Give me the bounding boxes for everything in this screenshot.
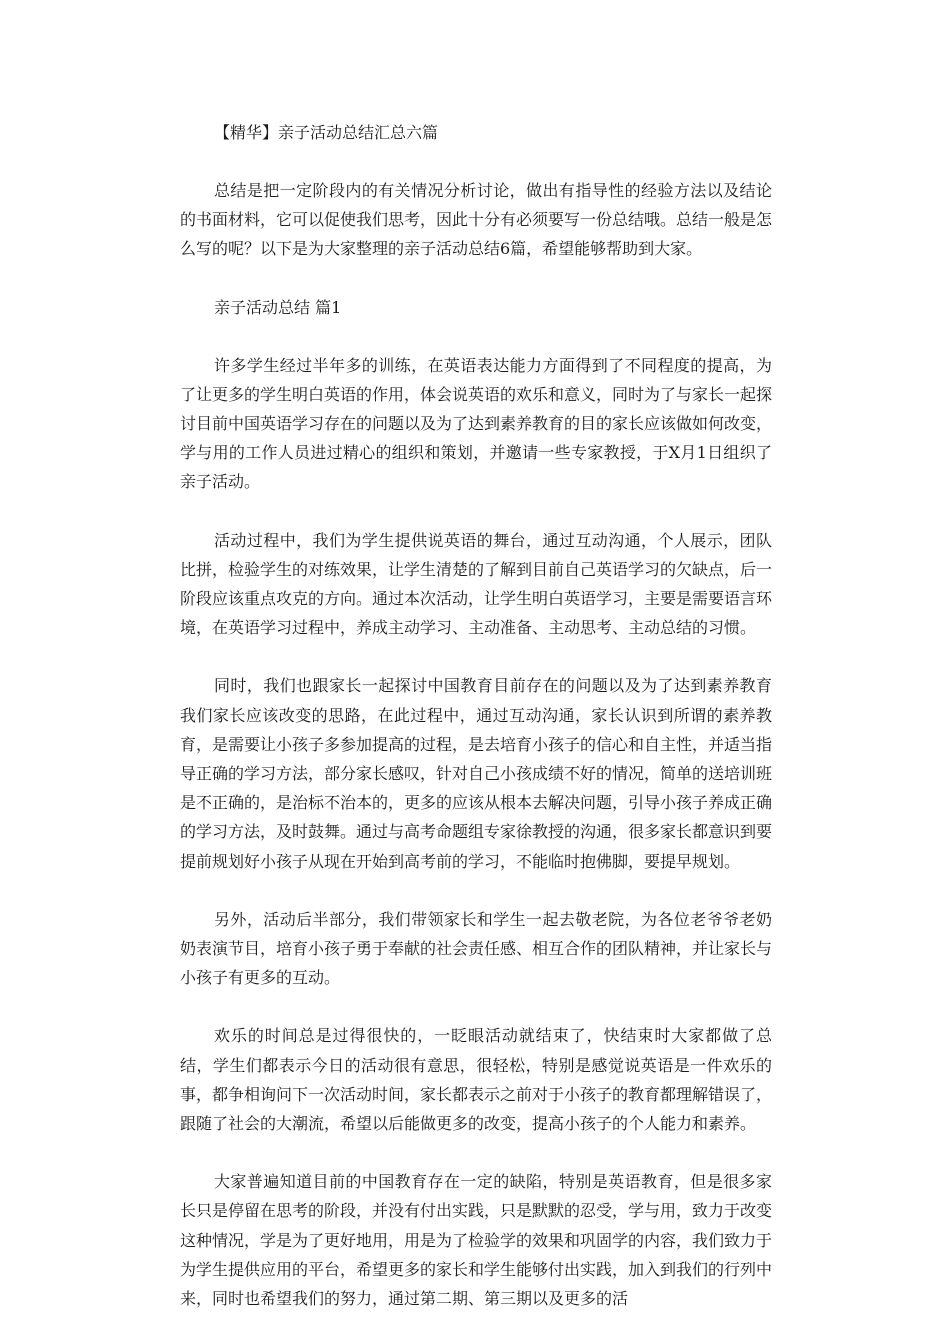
spacer: [180, 642, 772, 671]
document-page: [180, 118, 772, 1313]
section-heading: 亲子活动总结 篇1: [214, 297, 342, 317]
spacer: [180, 147, 772, 176]
spacer: [180, 322, 772, 351]
body-paragraph-5: 欢乐的时间总是过得很快的，一眨眼活动就结束了，快结束时大家都做了总结，学生们都表示今日的活动很有意思，很轻松，特别是感觉说英语是一件欢乐的事，都争相询问下一次活动时间，家长都表示之前对于小孩子的教育都理解错误了，跟随了社会的大潮流，希望以后能做更多的改变，提高小孩子的个人能力和素养。: [180, 1026, 773, 1134]
spacer: [180, 497, 772, 526]
body-paragraph-4: 另外，活动后半部分，我们带领家长和学生一起去敬老院，为各位老爷爷老奶奶表演节目，培育小孩子勇于奉献的社会责任感、相互合作的团队精神，并让家长与小孩子有更多的互动。: [180, 909, 773, 988]
spacer: [180, 264, 772, 293]
intro-paragraph: 总结是把一定阶段内的有关情况分析讨论，做出有指导性的经验方法以及结论的书面材料，它可以促使我们思考，因此十分有必须要写一份总结哦。总结一般是怎么写的呢？以下是为大家整理的亲子活动总结6篇，希望能够帮助到大家。: [180, 181, 773, 259]
body-paragraph-3: 同时，我们也跟家长一起探讨中国教育目前存在的问题以及为了达到素养教育我们家长应该改变的思路，在此过程中，通过互动沟通，家长认识到所谓的素养教育，是需要让小孩子多参加提高的过程，是去培育小孩子的信心和自主性，并适当指导正确的学习方法，部分家长感叹，针对自己小孩成绩不好的情况，简单的送培训班是不正确的，是治标不治本的，更多的应该从根本去解决问题，引导小孩子养成正确的学习方法，及时鼓舞。通过与高考命题组专家徐教授的沟通，很多家长都意识到要提前规划好小孩子从现在开始到高考前的学习，不能临时抱佛脚，要提早规划。: [180, 676, 773, 871]
document-title: 【精华】亲子活动总结汇总六篇: [214, 123, 439, 142]
body-paragraph-2: 活动过程中，我们为学生提供说英语的舞台，通过互动沟通，个人展示，团队比拼，检验学生的对练效果，让学生清楚的了解到目前自己英语学习的欠缺点，后一阶段应该重点攻克的方向。通过本次活动，让学生明白英语学习，主要是需要语言环境，在英语学习过程中，养成主动学习、主动准备、主动思考、主动总结的习惯。: [180, 530, 773, 638]
body-paragraph-1: 许多学生经过半年多的训练，在英语表达能力方面得到了不同程度的提高，为了让更多的学生明白英语的作用，体会说英语的欢乐和意义，同时为了与家长一起探讨目前中国英语学习存在的问题以及为了达到素养教育的目的家长应该做如何改变，学与用的工作人员进过精心的组织和策划，并邀请一些专家教授，于X月1日组织了亲子活动。: [180, 355, 773, 492]
spacer: [180, 876, 772, 905]
body-paragraph-6: 大家普遍知道目前的中国教育存在一定的缺陷，特别是英语教育，但是很多家长只是停留在思考的阶段，并没有付出实践，只是默默的忍受，学与用，致力于改变这种情况，学是为了更好地用，用是为了检验学的效果和巩固学的内容，我们致力于为学生提供应用的平台，希望更多的家长和学生能够付出实践，加入到我们的行列中来，同时也希望我们的努力，通过第二期、第三期以及更多的活: [180, 1172, 773, 1309]
spacer: [180, 1138, 772, 1167]
spacer: [180, 992, 772, 1021]
